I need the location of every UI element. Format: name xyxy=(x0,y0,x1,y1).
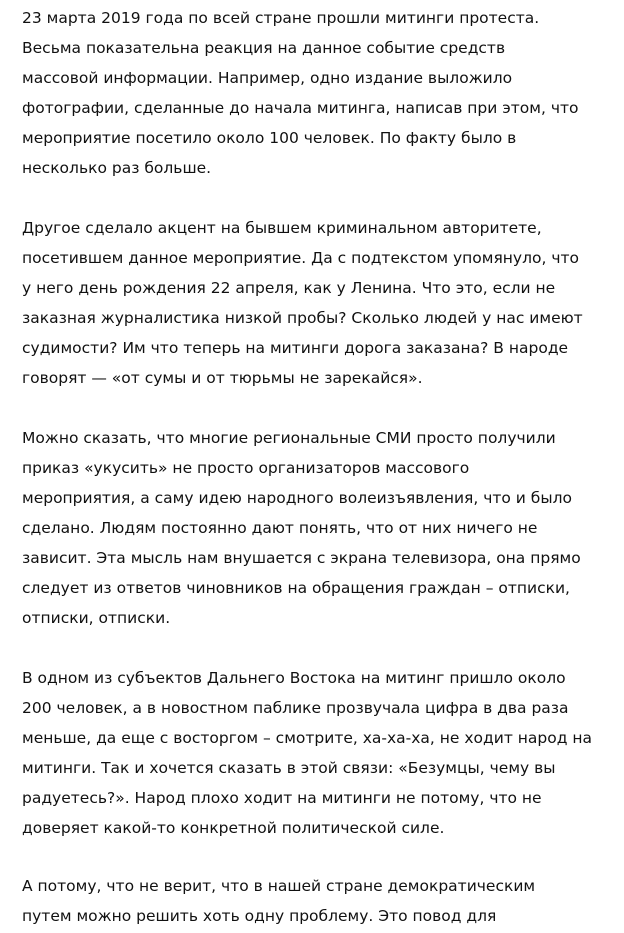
paragraph-3-line-3: мероприятия, а саму идею народного волеизъявления, что и было xyxy=(22,489,572,507)
paragraph-2-line-1: Другое сделало акцент на бывшем криминальном авторитете, xyxy=(22,219,542,237)
paragraph-2-line-4: заказная журналистика низкой пробы? Сколько людей у нас имеют xyxy=(22,309,583,327)
paragraph-1-line-5: мероприятие посетило около 100 человек. По факту было в xyxy=(22,129,517,147)
paragraph-3-line-5: зависит. Эта мысль нам внушается с экрана телевизора, она прямо xyxy=(22,549,581,567)
paragraph-2-line-6: говорят — «от сумы и от тюрьмы не зарекайся». xyxy=(22,369,423,387)
paragraph-3-line-6: следует из ответов чиновников на обращения граждан – отписки, xyxy=(22,579,570,597)
paragraph-4-line-5: радуетесь?». Народ плохо ходит на митинги не потому, что не xyxy=(22,789,542,807)
paragraph-4-line-3: меньше, да еще с восторгом – смотрите, ха-ха-ха, не ходит народ на xyxy=(22,729,593,747)
paragraph-1-line-2: Весьма показательна реакция на данное событие средств xyxy=(22,39,506,57)
paragraph-4-line-6: доверяет какой-то конкретной политической силе. xyxy=(22,819,445,837)
paragraph-4-line-2: 200 человек, а в новостном паблике прозвучала цифра в два раза xyxy=(22,699,569,717)
paragraph-1-line-1: 23 марта 2019 года по всей стране прошли митинги протеста. xyxy=(22,9,540,27)
paragraph-4-line-4: митинги. Так и хочется сказать в этой связи: «Безумцы, чему вы xyxy=(22,759,556,777)
paragraph-3-line-2: приказ «укусить» не просто организаторов массового xyxy=(22,459,470,477)
paragraph-5-line-2: путем можно решить хоть одну проблему. Это повод для xyxy=(22,907,497,925)
paragraph-4-line-1: В одном из субъектов Дальнего Востока на митинг пришло около xyxy=(22,669,566,687)
paragraph-3-line-7: отписки, отписки. xyxy=(22,609,171,627)
paragraph-2-line-5: судимости? Им что теперь на митинги дорога заказана? В народе xyxy=(22,339,569,357)
paragraph-2-line-3: у него день рождения 22 апреля, как у Ленина. Что это, если не xyxy=(22,279,556,297)
paragraph-5-line-1: А потому, что не верит, что в нашей стране демократическим xyxy=(22,877,536,895)
paragraph-3-line-4: сделано. Людям постоянно дают понять, что от них ничего не xyxy=(22,519,538,537)
paragraph-3-line-1: Можно сказать, что многие региональные СМИ просто получили xyxy=(22,429,556,447)
paragraph-1-line-6: несколько раз больше. xyxy=(22,159,212,177)
paragraph-1-line-3: массовой информации. Например, одно издание выложило xyxy=(22,69,513,87)
paragraph-1-line-4: фотографии, сделанные до начала митинга, написав при этом, что xyxy=(22,99,579,117)
paragraph-2-line-2: посетившем данное мероприятие. Да с подтекстом упомянуло, что xyxy=(22,249,580,267)
